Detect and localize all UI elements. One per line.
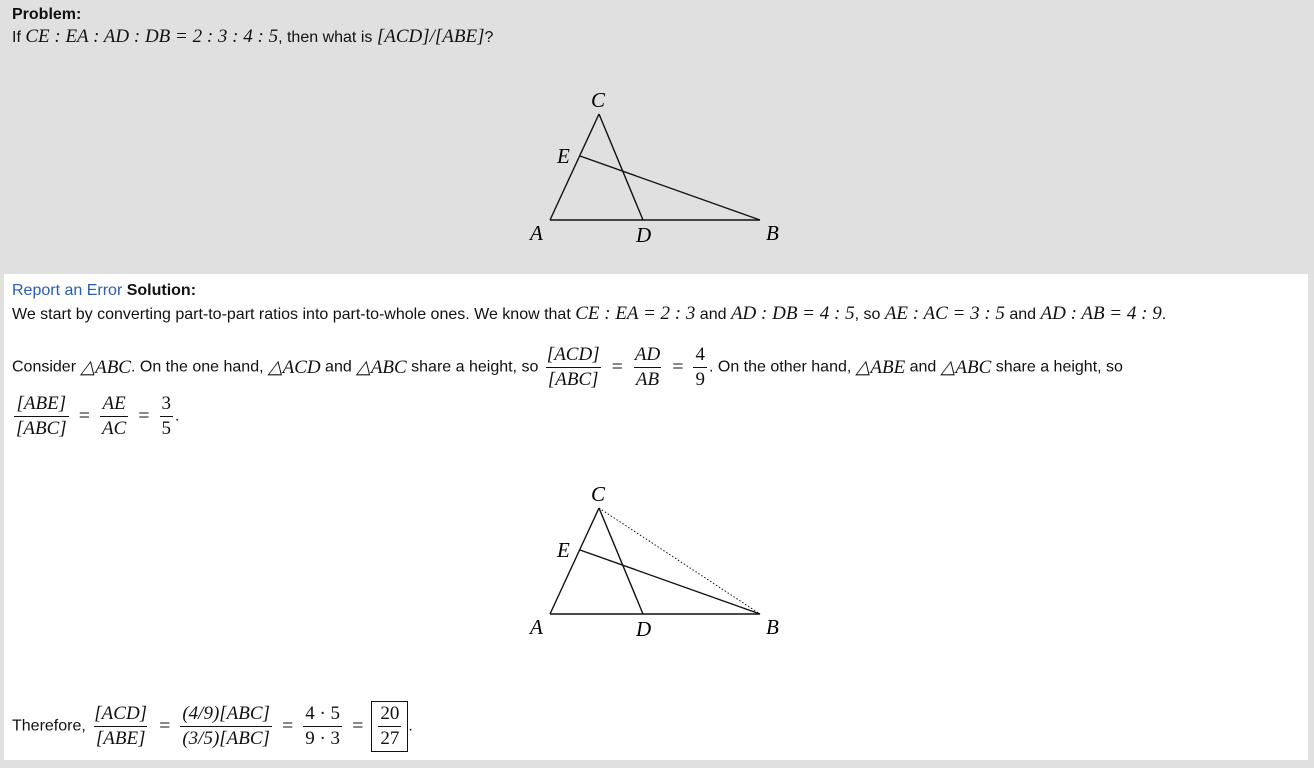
math-triangle: △ABC — [80, 357, 131, 378]
solution-line-2: Consider △ABC. On the one hand, △ACD and △ABC share a height, so $\frac{\text{[ACD]}}{\text{[ABC]}}$ = $\frac{AD}{AB}$ = $\frac{4}{9}$ . On the other hand, △ABE and △ABC share a height, so — [12, 344, 1123, 390]
fraction: $\frac{\text{[ACD]}}{\text{[ABC]}}$ — [546, 344, 600, 390]
problem-target-math: [ACD]/[ABE] — [376, 26, 485, 47]
label-b: B — [766, 221, 779, 245]
triangle-figure-with-cb — [520, 479, 800, 644]
solution-text: and — [1004, 306, 1041, 323]
segment-eb — [580, 550, 760, 614]
solution-line-1 — [12, 303, 1166, 325]
label-c: C — [591, 482, 606, 506]
solution-header — [12, 282, 196, 300]
problem-text: If — [12, 29, 26, 46]
problem-ratio-math: CE : EA : AD : DB = 2 : 3 : 4 : 5 — [25, 26, 279, 47]
solution-line-3: $\frac{\text{[ABE]}}{\text{[ABC]}}$ = $\frac{AE}{AC}$ = $\frac{3}{5}$ . — [16, 393, 180, 439]
solution-text: , so — [854, 306, 885, 323]
solution-text: . — [175, 407, 180, 425]
math-ratio: AD : DB = 4 : 5 — [730, 303, 855, 324]
segment-cd — [599, 508, 643, 614]
solution-text: share a height, so — [991, 358, 1123, 376]
fraction: $\frac{3}{5}$ — [161, 393, 172, 439]
solution-text: share a height, so — [406, 358, 539, 376]
answer-box — [371, 701, 408, 752]
solution-text: . — [1161, 306, 1167, 323]
report-error-link[interactable]: Report an Error — [12, 282, 123, 299]
problem-heading: Problem: — [12, 6, 82, 23]
fraction: $\frac{\text{(4/9)[ABC]}}{\text{(3/5)[ABC]}}$ — [182, 703, 270, 749]
label-d: D — [636, 617, 652, 641]
label-e: E — [557, 538, 570, 562]
solution-text: . On the one hand, — [130, 358, 268, 376]
fraction: $\frac{4}{9}$ — [695, 344, 705, 390]
fraction: $\frac{AD}{AB}$ — [634, 344, 661, 390]
solution-text: and — [905, 358, 941, 376]
solution-text: Therefore, — [12, 717, 91, 735]
label-a: A — [530, 221, 543, 245]
problem-section — [0, 0, 1314, 274]
answer-fraction: $\frac{20}{27}$ — [380, 703, 400, 749]
label-e: E — [557, 144, 570, 168]
problem-text: , then what is — [278, 29, 377, 46]
segment-cb-dotted — [599, 508, 760, 614]
label-b: B — [766, 615, 779, 639]
fraction: $\frac{AE}{AC}$ — [101, 393, 127, 439]
solution-text: and — [695, 306, 731, 323]
problem-statement — [12, 26, 493, 48]
solution-text: and — [320, 358, 357, 376]
fraction: $\frac{4 \cdot 5}{9 \cdot 3}$ — [305, 703, 341, 749]
solution-heading: Solution: — [126, 282, 197, 299]
math-ratio: CE : EA = 2 : 3 — [575, 303, 696, 324]
math-triangle: △ABC — [940, 357, 992, 378]
solution-final-line: Therefore, $\frac{\text{[ACD]}}{\text{[ABE]}}$ = $\frac{\text{(4/9)[ABC]}}{\text{(3/5)[ABC]}}$ = $\frac{4 \cdot 5}{9 \cdot 3}$ = $\frac{20}{27}$ . — [12, 701, 413, 752]
solution-text: . On the other hand, — [708, 358, 856, 376]
problem-text: ? — [484, 29, 494, 46]
math-triangle: △ABE — [855, 357, 906, 378]
math-triangle: △ACD — [267, 357, 321, 378]
segment-eb — [580, 156, 760, 220]
fraction: $\frac{\text{[ABE]}}{\text{[ABC]}}$ — [16, 393, 67, 439]
label-d: D — [636, 223, 652, 247]
math-triangle: △ABC — [356, 357, 407, 378]
solution-text: . — [408, 717, 413, 735]
solution-text: Consider — [12, 358, 81, 376]
fraction: $\frac{\text{[ACD]}}{\text{[ABE]}}$ — [94, 703, 148, 749]
triangle-figure — [520, 85, 800, 250]
math-ratio: AD : AB = 4 : 9 — [1040, 303, 1162, 324]
segment-cd — [599, 114, 643, 220]
solution-section — [4, 274, 1308, 760]
label-c: C — [591, 88, 606, 112]
math-ratio: AE : AC = 3 : 5 — [884, 303, 1005, 324]
solution-text: We start by converting part-to-part ratios into part-to-whole ones. We know that — [12, 306, 576, 323]
label-a: A — [530, 615, 543, 639]
